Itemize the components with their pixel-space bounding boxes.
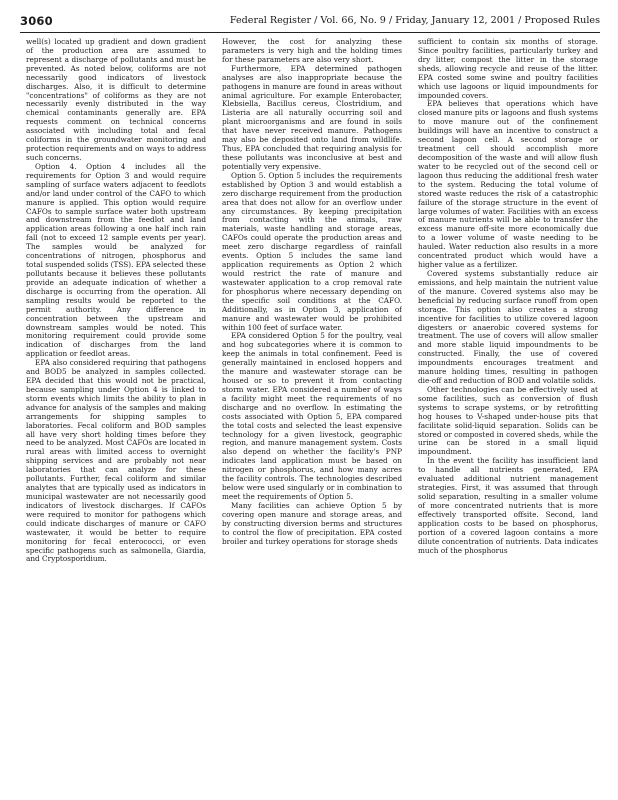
page-number: 3060 [20,14,53,28]
paragraph: Furthermore, EPA determined pathogen analyses are also inappropriate because the pathogens in manure are found in areas without animal agriculture. For example Enterobacter, Klebsiella, Bacillus cereus, Clostridium, and Listeria are all naturally occurring soil and plant microorganisms and are found in soils that have never received manure. Pathogens may also be deposited onto land from wildlife. Thus, EPA concluded that requiring analysis for these pollutants was inconclusive at best and potentially very expensive. [222,63,402,171]
header-rule [20,32,600,33]
text-columns [26,38,598,790]
paragraph: Many facilities can achieve Option 5 by covering open manure and storage areas, and by constructing diversion berms and structures to control the flow of precipitation. EPA costed broiler and turkey operations for storage sheds [222,500,402,546]
paragraph: well(s) located up gradient and down gradient of the production area are assumed to represent a discharge of pollutants and must be prevented. As noted below, coliforms are not necessarily good indicators of livestock discharges. Also, it is difficult to determine "concentrations" of coliforms as they are not necessarily evenly distributed in the way chemical contaminants generally are. EPA requests comment on technical concerns associated with including total and fecal coliforms in the groundwater monitoring and protection requirements and on ways to address such concerns. [26,38,206,162]
column-middle [222,38,402,790]
paragraph: EPA believes that operations which have closed manure pits or lagoons and flush systems to move manure out of the confinement buildings will have an incentive to construct a second lagoon cell. A second storage or treatment cell should accomplish more decomposition of the waste and will allow flush water to be recycled out of the second cell or lagoon thus reducing the additional fresh water to the system. Reducing the total volume of stored waste reduces the risk of a catastrophic failure of the storage structure in the event of large volumes of water. Facilities with an excess of manure nutrients will be able to transfer the excess manure off-site more economically due to a lower volume of waste needing to be hauled. Water reduction also results in a more concentrated product which would have a higher value as a fertilizer. [418,99,598,270]
paragraph: sufficient to contain six months of storage. Since poultry facilities, particularly turkey and dry litter, compost the litter in the storage sheds, allowing recycle and reuse of the litter. EPA costed some swine and poultry facilities which use lagoons or liquid impoundments for impounded covers. [418,38,598,100]
page-header [20,14,600,30]
paragraph: However, the cost for analyzing these parameters is very high and the holding times for these parameters are also very short. [222,38,402,64]
column-right [418,38,598,790]
paragraph: Covered systems substantially reduce air emissions, and help maintain the nutrient value of the manure. Covered systems also may be beneficial by reducing surface runoff from open storage. This option also creates a strong incentive for facilities to utilize covered lagoon digesters or anaerobic covered systems for treatment. The use of covers will allow smaller and more stable liquid impoundments to be constructed. Finally, the use of covered impoundments encourages treatment and manure holding times, resulting in pathogen die-off and reduction of BOD and volatile solids. [418,268,598,386]
paragraph: Option 5. Option 5 includes the requirements established by Option 3 and would establish a zero discharge requirement from the production area that does not allow for an overflow under any circumstances. By keeping precipitation from contacting with the animals, raw materials, waste handling and storage areas, CAFOs could operate the production areas and meet zero discharge regardless of rainfall events. Option 5 includes the same land application requirements as Option 2 which would restrict the rate of manure and wastewater application to a crop removal rate for phosphorus where necessary depending on the specific soil conditions at the CAFO. Additionally, as in Option 3, application of manure and wastewater would be prohibited within 100 feet of surface water. [222,170,402,332]
paragraph: In the event the facility has insufficient land to handle all nutrients generated, EPA evaluated additional nutrient management strategies. First, it was assumed that through solid separation, resulting in a smaller volume of more concentrated nutrients that is more effectively transported offsite. Second, land application costs to be based on phosphorus, portion of a covered lagoon contains a more dilute concentration of nutrients. Data indicates much of the phosphorus [418,456,598,555]
paragraph: Other technologies can be effectively used at some facilities, such as conversion of flush systems to scrape systems, or by retrofitting hog houses to V-shaped under-house pits that facilitate solid-liquid separation. Solids can be stored or composted in covered sheds, while the urine can be stored in a small liquid impoundment. [418,384,598,457]
paragraph: EPA considered Option 5 for the poultry, veal and hog subcategories where it is common to keep the animals in total confinement. Feed is generally maintained in enclosed hoppers and the manure and wastewater storage can be housed or so to prevent it from contacting storm water. EPA considered a number of ways a facility might meet the requirements of no discharge and no overflow. In estimating the costs associated with Option 5, EPA compared the total costs and selected the least expensive technology for a given livestock, geographic region, and manure management system. Costs also depend on whether the facility's PNP indicates land application must be based on nitrogen or phosphorus, and how many acres the facility controls. The technologies described below were used singularly or in combination to meet the requirements of Option 5. [222,331,402,502]
paragraph: Option 4. Option 4 includes all the requirements for Option 3 and would require sampling of surface waters adjacent to feedlots and/or land under control of the CAFO to which manure is applied. This option would require CAFOs to sample surface water both upstream and downstream from the feedlot and land application areas following a one half inch rain fall (not to exceed 12 sample events per year). The samples would be analyzed for concentrations of nitrogen, phosphorus and total suspended solids (TSS). EPA selected these pollutants because it believes these pollutants provide an adequate indication of whether a discharge is occurring from the operation. All sampling results would be reported to the permit authority. Any difference in concentration between the upstream and downstream samples would be noted. This monitoring requirement could provide some indication of discharges from the land application or feedlot areas. [26,161,206,359]
paragraph: EPA also considered requiring that pathogens and BOD5 be analyzed in samples collected. EPA decided that this would not be practical, because sampling under Option 4 is linked to storm events which limits the ability to plan in advance for analysis of the samples and making arrangements for shipping samples to laboratories. Fecal coliform and BOD samples all have very short holding times before they need to be analyzed. Most CAFOs are located in rural areas with limited access to overnight shipping services and are probably not near laboratories that can analyze for these pollutants. Further, fecal coliform and similar analytes that are typically used as indicators in municipal wastewater are not necessarily good indicators of livestock discharges. If CAFOs were required to monitor for pathogens which could indicate discharges of manure or CAFO wastewater, it would be better to require monitoring for fecal enterococci, or even specific pathogens such as salmonella, Giardia, and Cryptosporidium. [26,358,206,564]
column-left [26,38,206,790]
running-head: Federal Register / Vol. 66, No. 9 / Friday, January 12, 2001 / Proposed Rules [229,15,600,26]
